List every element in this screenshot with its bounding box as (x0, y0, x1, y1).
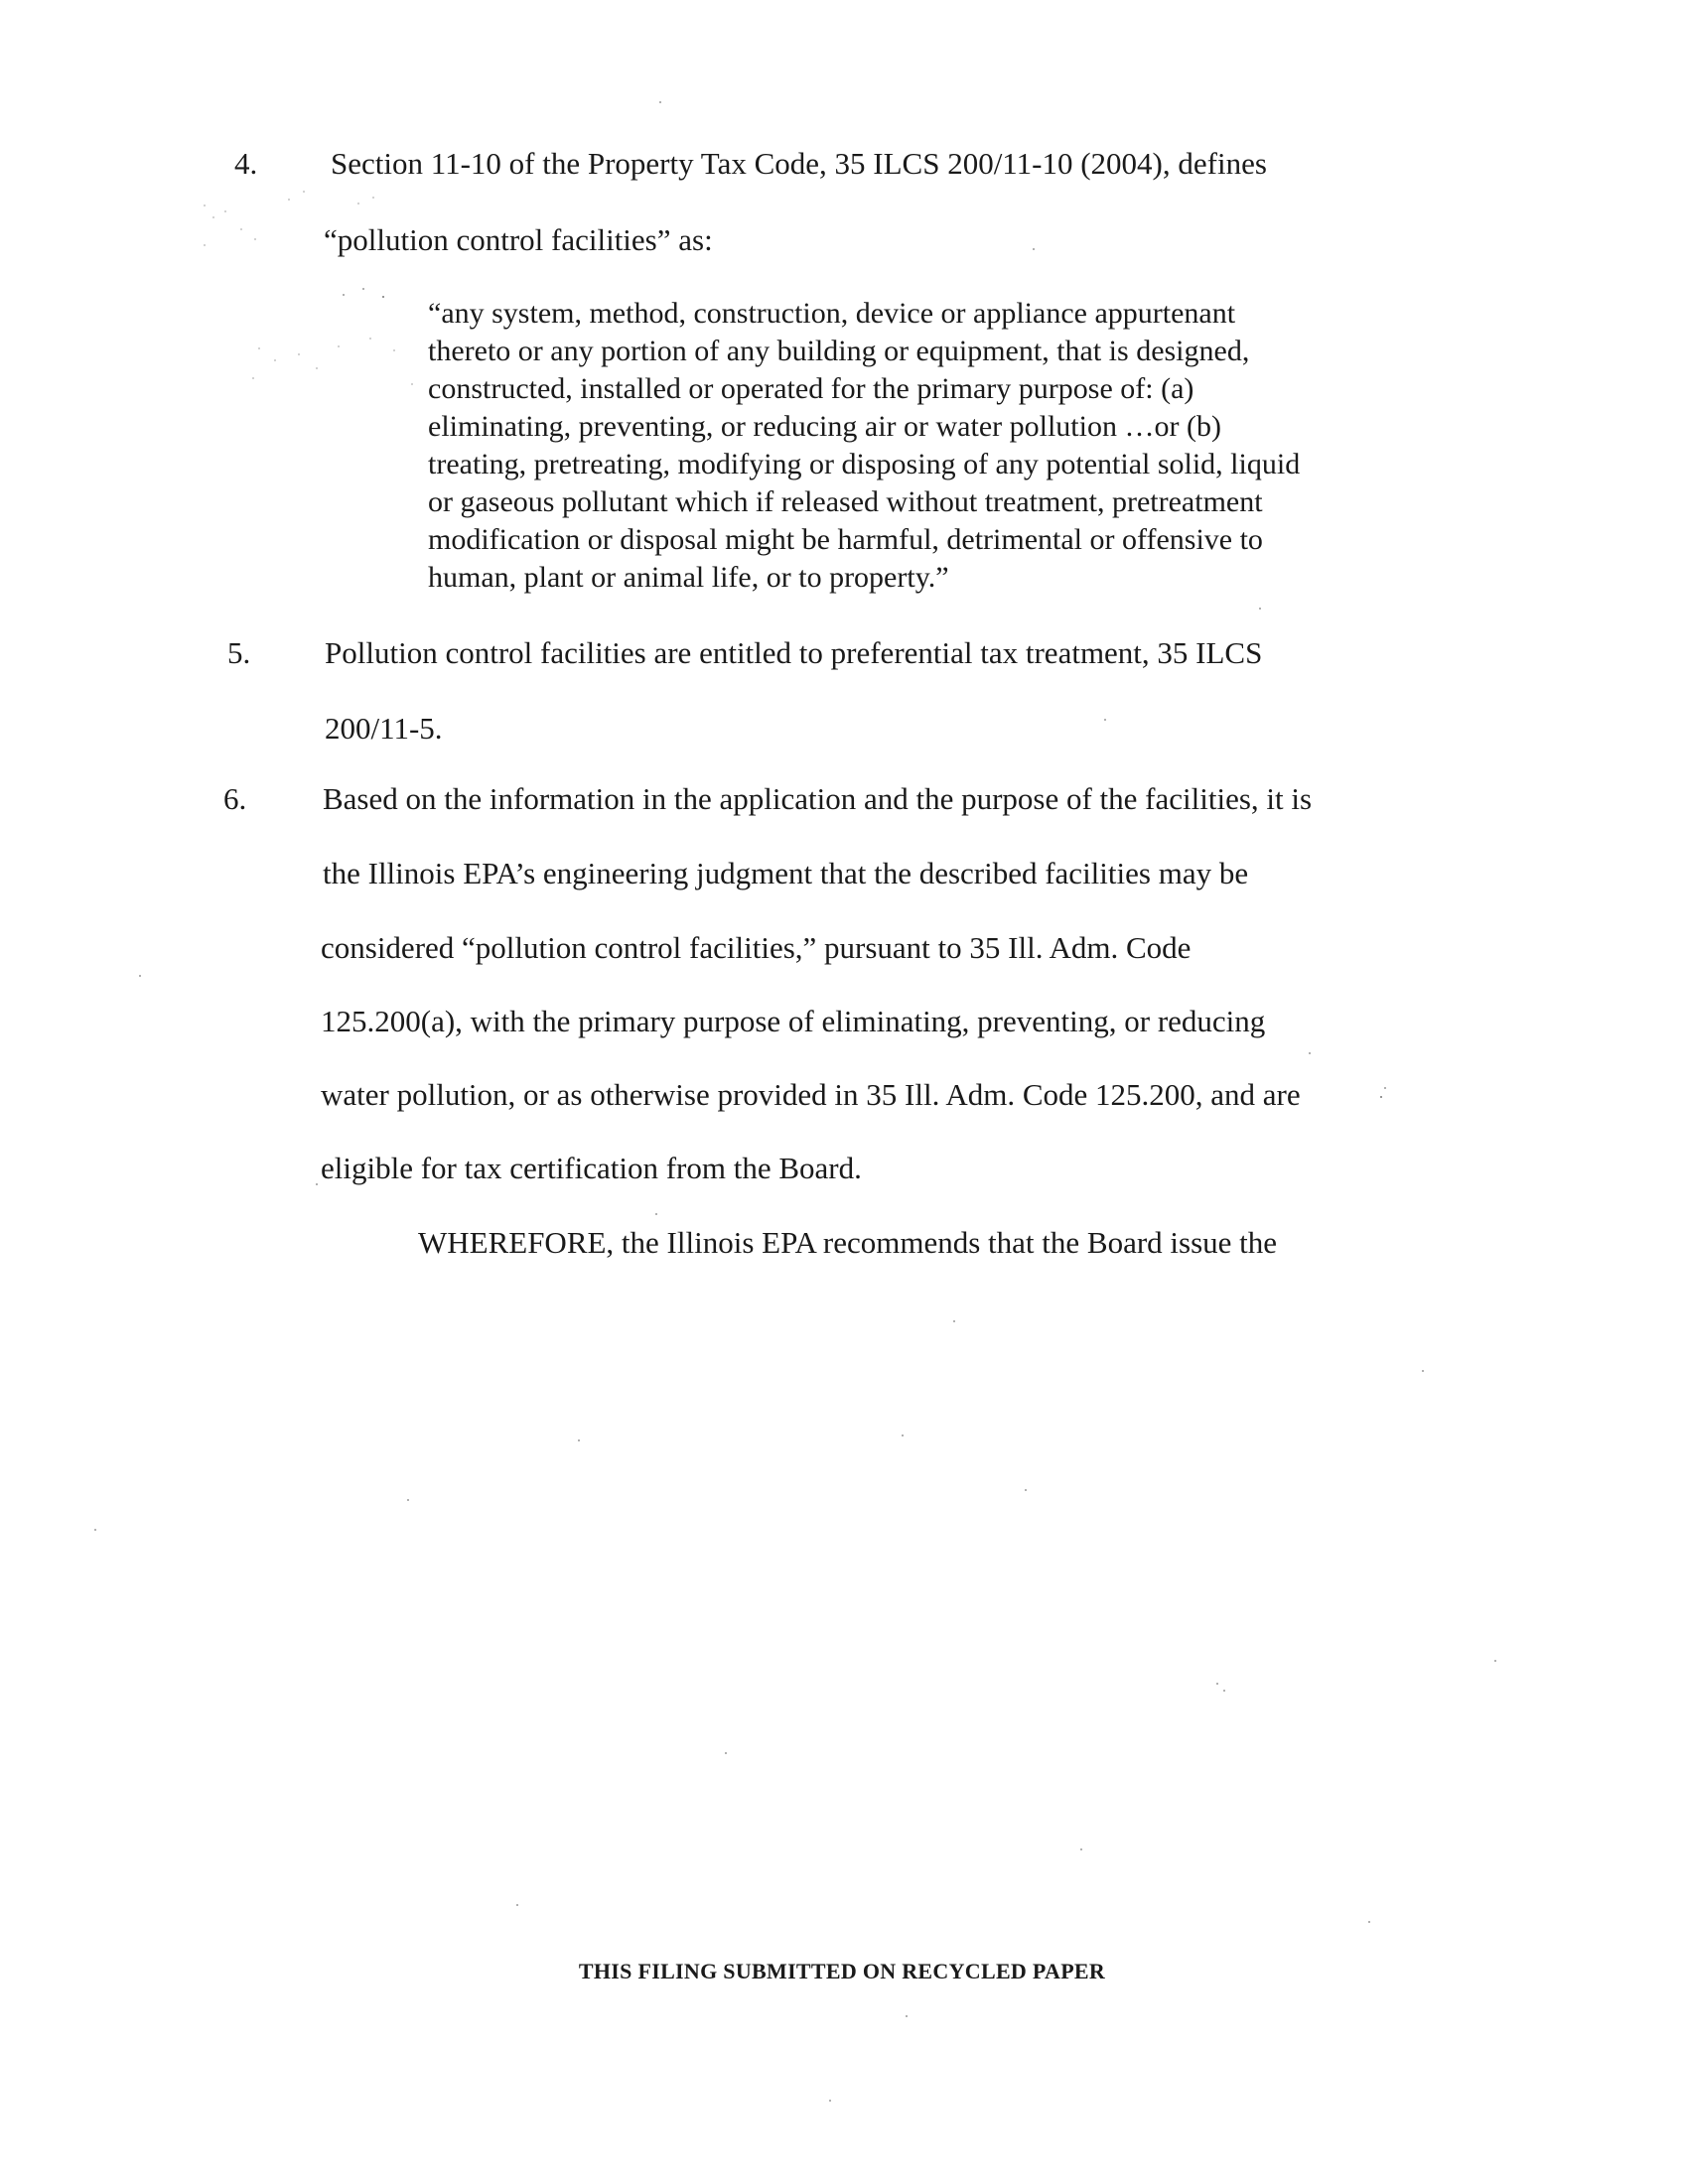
paragraph-4-number: 4. (234, 146, 258, 181)
scan-speck (1025, 1489, 1027, 1491)
wherefore-line: WHEREFORE, the Illinois EPA recommends that the Board issue the (418, 1225, 1278, 1260)
scan-speck (1422, 1370, 1424, 1372)
scan-speck (240, 228, 242, 230)
scan-speck (372, 197, 374, 199)
quote-line-4: eliminating, preventing, or reducing air or water pollution …or (b) (428, 410, 1221, 443)
scan-speck (316, 1183, 318, 1185)
scan-speck (1309, 1052, 1311, 1054)
quote-line-2: thereto or any portion of any building or equipment, that is designed, (428, 335, 1250, 367)
scan-speck (1494, 1660, 1496, 1662)
scan-speck (254, 238, 256, 240)
paragraph-5-line-2: 200/11-5. (325, 711, 443, 746)
scan-speck (1368, 1921, 1370, 1923)
paragraph-6-line-2: the Illinois EPA’s engineering judgment that the described facilities may be (323, 856, 1249, 890)
scan-speck (94, 1529, 96, 1531)
quote-line-6: or gaseous pollutant which if released without treatment, pretreatment (428, 485, 1263, 518)
scan-speck (224, 210, 226, 212)
scan-speck (1216, 1683, 1218, 1685)
scan-speck (288, 199, 290, 201)
scan-speck (516, 1904, 518, 1906)
scan-speck (369, 338, 371, 340)
scan-speck (906, 2015, 908, 2017)
scan-speck (212, 216, 214, 218)
scan-speck (1380, 1096, 1382, 1098)
scan-speck (252, 377, 254, 379)
scan-speck (655, 1213, 657, 1215)
scan-speck (1104, 719, 1106, 721)
paragraph-6-line-4: 125.200(a), with the primary purpose of eliminating, preventing, or reducing (321, 1004, 1266, 1038)
scan-speck (204, 244, 206, 246)
scan-speck (303, 191, 305, 193)
paragraph-6-line-6: eligible for tax certification from the Board. (321, 1151, 862, 1185)
scan-speck (407, 1499, 409, 1501)
quote-line-8: human, plant or animal life, or to property.” (428, 561, 949, 594)
scan-speck (953, 1320, 955, 1322)
scan-speck (829, 2100, 831, 2102)
scan-speck (362, 288, 364, 290)
scan-speck (1259, 608, 1261, 610)
scan-speck (316, 367, 318, 369)
scan-speck (902, 1434, 904, 1436)
scan-speck (1033, 248, 1035, 250)
scan-speck (338, 345, 340, 347)
paragraph-6-line-5: water pollution, or as otherwise provided in 35 Ill. Adm. Code 125.200, and are (321, 1077, 1301, 1112)
paragraph-6-line-1: Based on the information in the application and the purpose of the facilities, it is (323, 781, 1313, 816)
paragraph-4-line-2: “pollution control facilities” as: (324, 222, 713, 257)
scan-speck (725, 1752, 727, 1754)
scan-speck (382, 296, 384, 298)
scan-speck (139, 975, 141, 977)
scan-speck (659, 101, 661, 103)
paragraph-4-line-1: Section 11-10 of the Property Tax Code, 35 ILCS 200/11-10 (2004), defines (331, 146, 1267, 181)
scan-speck (1384, 1087, 1386, 1089)
paragraph-6-number: 6. (223, 781, 247, 816)
scan-speck (411, 383, 413, 385)
recycled-paper-footer: THIS FILING SUBMITTED ON RECYCLED PAPER (578, 1959, 1106, 1983)
scan-speck (258, 347, 260, 349)
quote-line-7: modification or disposal might be harmful, detrimental or offensive to (428, 523, 1263, 556)
scan-speck (1223, 1690, 1225, 1692)
quote-line-1: “any system, method, construction, device or appliance appurtenant (428, 297, 1236, 330)
quote-line-5: treating, pretreating, modifying or disposing of any potential solid, liquid (428, 448, 1301, 480)
scan-speck (204, 205, 206, 206)
paragraph-5-line-1: Pollution control facilities are entitled to preferential tax treatment, 35 ILCS (325, 635, 1263, 670)
scan-speck (1080, 1848, 1082, 1850)
paragraph-5-number: 5. (227, 635, 251, 670)
scan-speck (298, 353, 300, 355)
scan-speck (578, 1439, 580, 1441)
scan-speck (357, 203, 359, 205)
paragraph-6-line-3: considered “pollution control facilities,” pursuant to 35 Ill. Adm. Code (321, 930, 1192, 965)
scan-speck (393, 349, 395, 351)
scan-speck (274, 359, 276, 361)
quote-line-3: constructed, installed or operated for the primary purpose of: (a) (428, 372, 1194, 405)
scan-speck (343, 294, 345, 296)
